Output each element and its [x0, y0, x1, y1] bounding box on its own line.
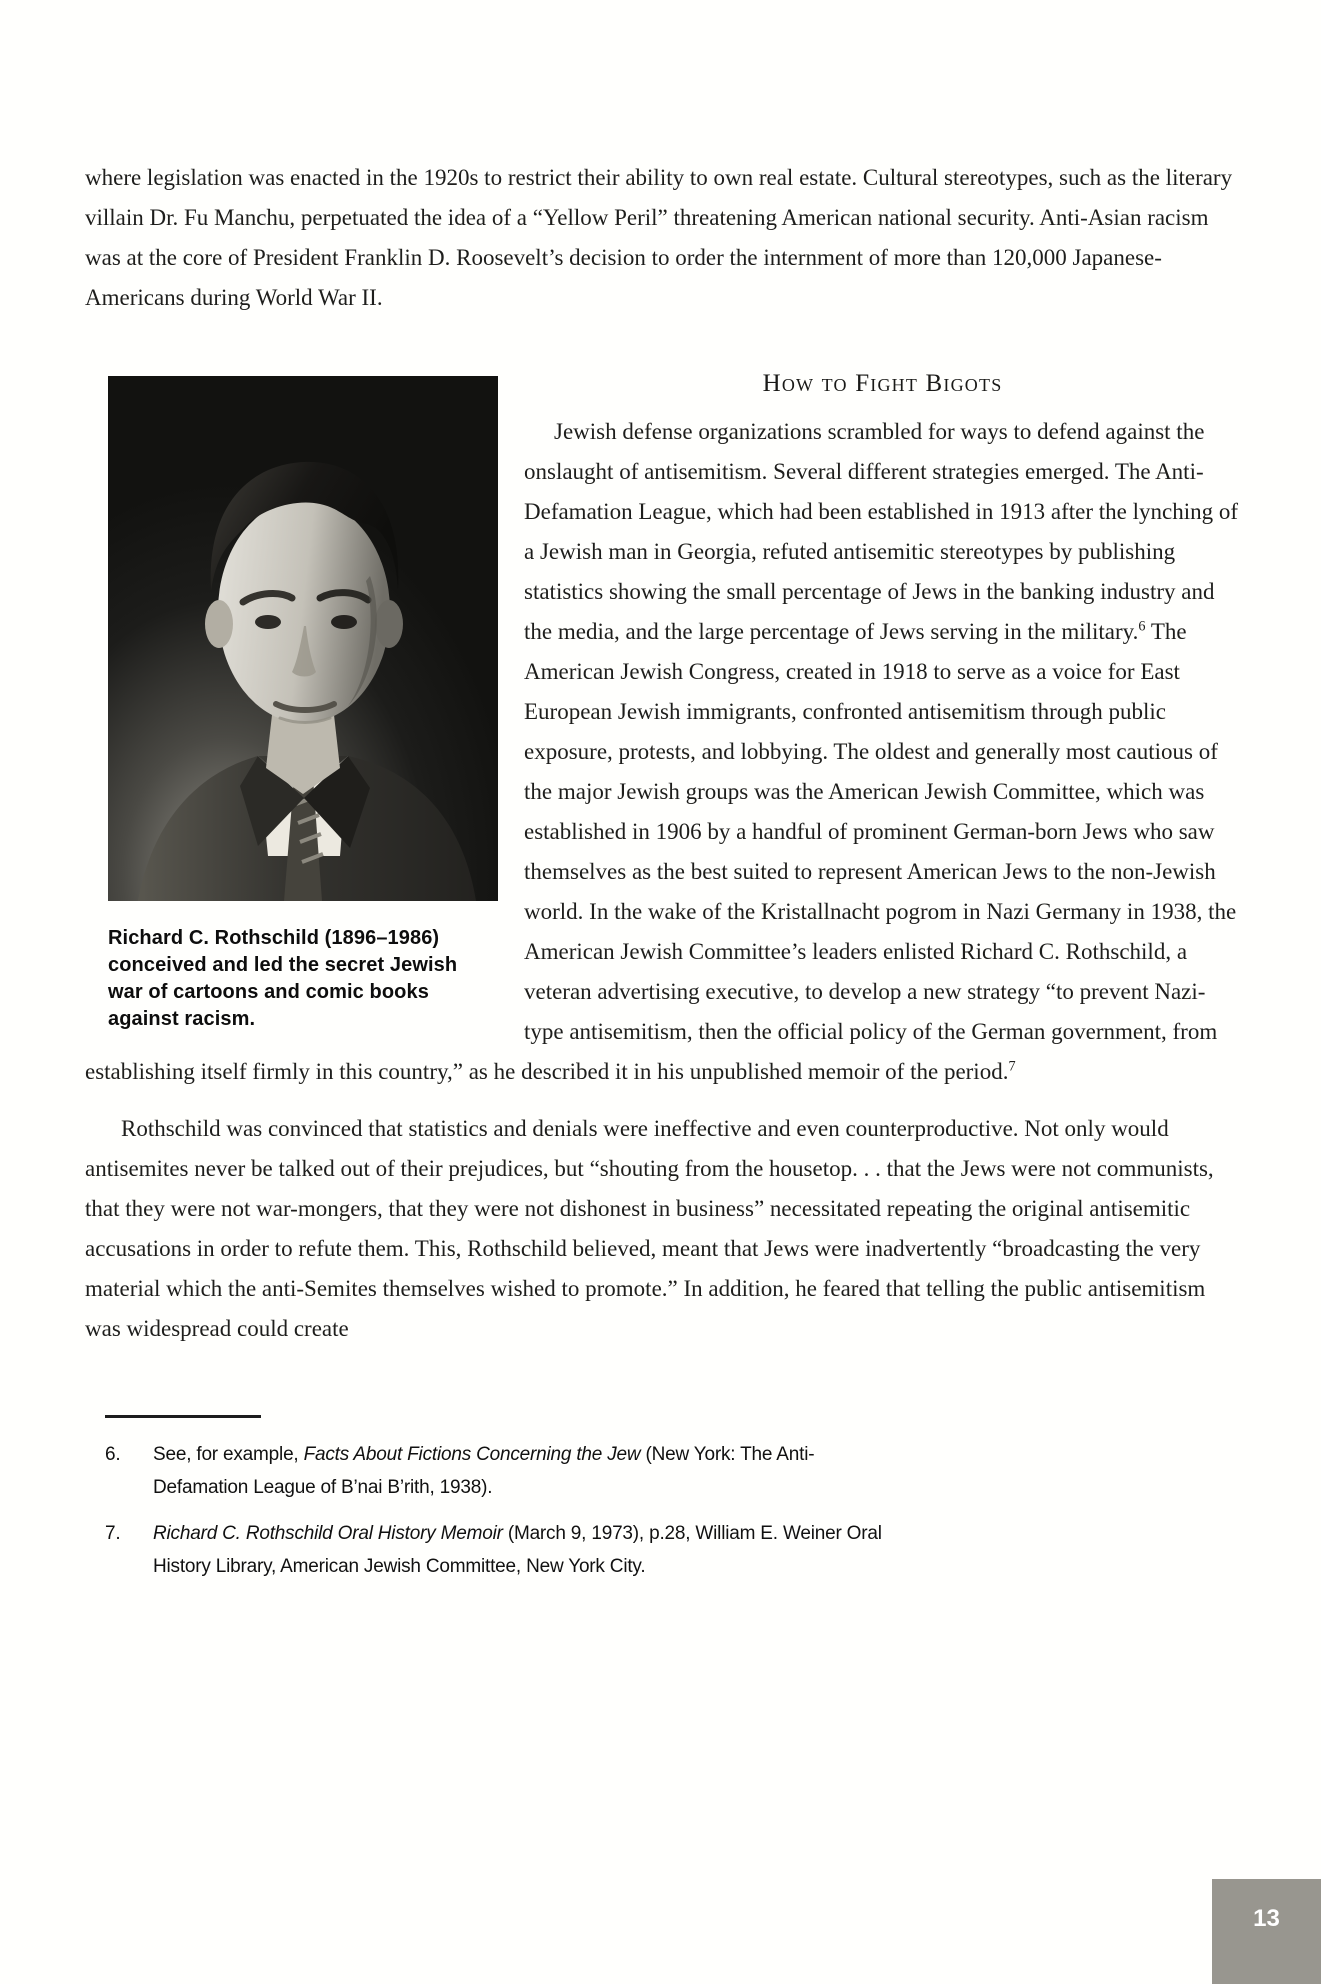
body-paragraph-2: Rothschild was convinced that statistics and denials were ineffective and even counterproductive. Not only would antisemites never be talked out of their prejudices, but “shouting from the housetop. . . that the Jews were not communists, that they were not war-mongers, that they were not dishonest in business” necessitated repeating the original antisemitic accusations in order to refute them. This, Rothschild believed, meant that Jews were inadvertently “broadcasting the very material which the anti-Semites themselves wished to promote.” In addition, he feared that telling the public antisemitism was widespread could create — [85, 1116, 1214, 1341]
footnotes-section — [105, 1415, 1241, 1583]
paragraph-text: The American Jewish Congress, created in 1918 to serve as a voice for East European Jewish immigrants, confronted antisemitism through public exposure, protests, and lobbying. The oldest and generally most cautious of the major Jewish groups was the American Jewish Committee, which was established in 1906 by a handful of prominent German-born Jews who saw themselves as the best suited to represent American Jews to the non-Jewish world. In the wake of the Kristallnacht pogrom in Nazi Germany in 1938, the American Jewish Committee’s leaders enlisted Richard C. Rothschild, a veteran advertising executive, to develop a new strategy “to prevent Nazi-type antisemitism, then the official policy of the German government, from establishing itself firmly in this country,” as he described it in his unpublished memoir of the period. — [85, 619, 1237, 1084]
footnote-cited-title: Richard C. Rothschild Oral History Memoir — [153, 1523, 503, 1544]
intro-paragraph: where legislation was enacted in the 1920s to restrict their ability to own real estate. Cultural stereotypes, such as the literary villain Dr. Fu Manchu, perpetuated the idea of a “Yellow Peril” threatening American national security. Anti-Asian racism was at the core of President Franklin D. Roosevelt’s decision to order the internment of more than 120,000 Japanese-Americans during World War II. — [85, 165, 1233, 310]
footnote-text — [153, 1517, 885, 1583]
footnote-text-plain: (March 9, 1973), p.28, William E. Weiner Oral History Library, American Jewish Committee, New York City. — [153, 1523, 882, 1577]
page-number: 13 — [1253, 1905, 1280, 1932]
article-section — [85, 370, 1241, 1349]
photo-figure — [108, 376, 498, 1033]
section-heading: How to Fight Bigots — [762, 370, 1003, 397]
footnote-number: 7. — [105, 1523, 121, 1544]
portrait-photo — [108, 376, 498, 901]
footnote-text-plain: See, for example, — [153, 1444, 304, 1465]
footnote-number: 6. — [105, 1444, 121, 1465]
footnote-text-plain: (New York: The Anti-Defamation League of B’nai B’rith, 1938). — [153, 1444, 815, 1498]
footnote-ref-7: 7 — [1008, 1058, 1016, 1075]
footnote-7 — [105, 1517, 885, 1583]
footnote-divider — [105, 1415, 261, 1418]
page-number-badge — [1212, 1879, 1321, 1984]
photo-caption: Richard C. Rothschild (1896–1986) conceived and led the secret Jewish war of cartoons and comic books against racism. — [108, 927, 458, 1030]
footnote-6 — [105, 1438, 885, 1504]
paragraph-text: Jewish defense organizations scrambled for ways to defend against the onslaught of antisemitism. Several different strategies emerged. The Anti-Defamation League, which had been established in 1913 after the lynching of a Jewish man in Georgia, refuted antisemitic stereotypes by publishing statistics showing the small percentage of Jews in the banking industry and the media, and the large percentage of Jews serving in the military. — [524, 419, 1239, 644]
footnote-text — [153, 1438, 885, 1504]
footnote-cited-title: Facts About Fictions Concerning the Jew — [303, 1444, 641, 1465]
footnote-ref-6: 6 — [1138, 618, 1146, 635]
